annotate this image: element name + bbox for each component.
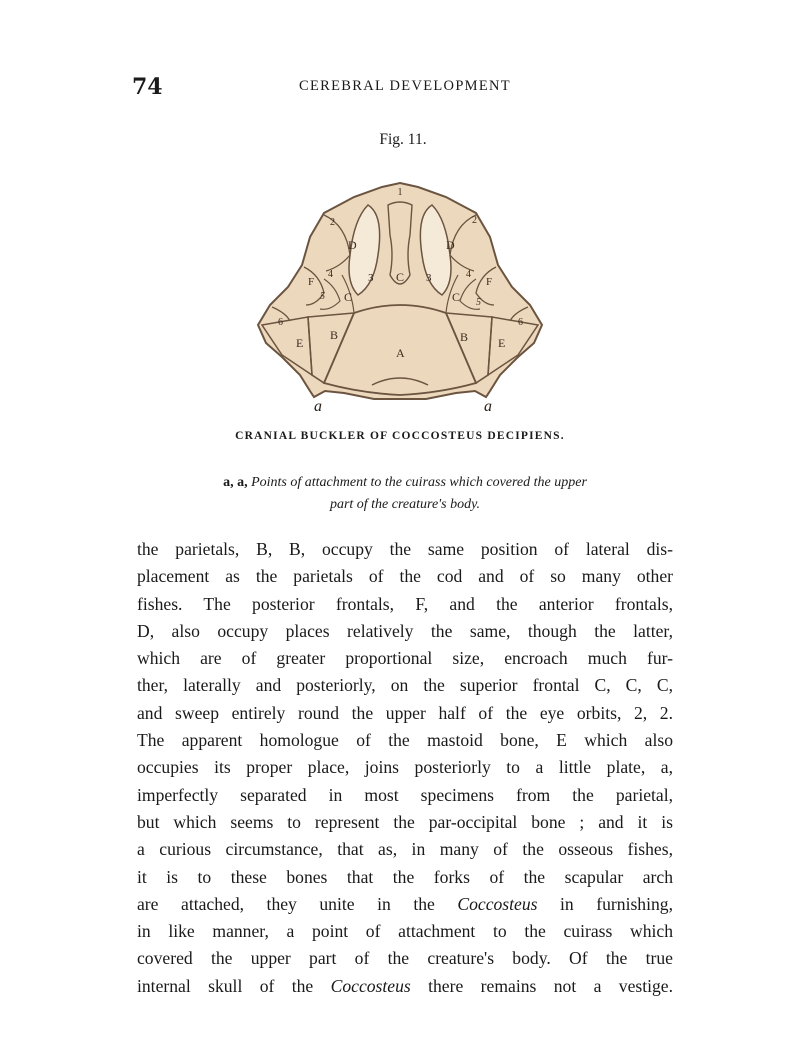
body-line: it is to these bones that the forks of the scapular arch (137, 866, 673, 887)
figure-note-text-1: Points of attachment to the cuirass which covered the upper (251, 475, 587, 490)
label-c-left: C (344, 290, 353, 304)
label-b-left: B (330, 328, 339, 342)
label-1: 1 (397, 187, 403, 198)
label-a-center: A (396, 346, 405, 360)
label-2-left: 2 (330, 217, 335, 228)
figure-note (170, 472, 640, 516)
label-2-right: 2 (472, 215, 477, 226)
label-b-right: B (460, 330, 469, 344)
body-line: occupies its proper place, joins posteriorly to a little plate, a, (137, 757, 673, 778)
attachment-point-left: a (314, 398, 322, 415)
label-3-right: 3 (426, 272, 432, 284)
body-line: the parietals, B, B, occupy the same position of lateral dis- (137, 539, 673, 559)
body-line: imperfectly separated in most specimens from the parietal, (137, 784, 673, 805)
label-c-center: C (396, 270, 405, 284)
label-5-right: 5 (476, 297, 481, 308)
body-line: which are of greater proportional size, encroach much fur- (137, 648, 673, 669)
label-6-left: 6 (278, 317, 283, 328)
figure-note-line-2: part of the creature's body. (329, 497, 481, 512)
label-4-left: 4 (328, 269, 333, 280)
figure-label: Fig. 11. (379, 131, 427, 148)
body-line: in like manner, a point of attachment to the cuirass which (137, 921, 673, 942)
body-paragraph (137, 536, 673, 1000)
body-line: placement as the parietals of the cod and of so many other (137, 566, 673, 587)
body-line: covered the upper part of the creature's body. Of the true (137, 948, 673, 969)
body-line: are attached, they unite in the Coccosteus in furnishing, (137, 893, 673, 914)
label-f-left: F (308, 276, 315, 288)
cranial-buckler-figure (250, 175, 550, 415)
body-line: and sweep entirely round the upper half of the eye orbits, 2, 2. (137, 702, 673, 723)
body-line: internal skull of the Coccosteus there remains not a vestige. (137, 975, 673, 996)
running-head: CEREBRAL DEVELOPMENT (299, 78, 511, 94)
label-e-right: E (498, 336, 506, 350)
label-6-right: 6 (518, 317, 523, 328)
body-line: The apparent homologue of the mastoid bone, E which also (137, 730, 673, 751)
figure-note-prefix: a, a, (223, 475, 248, 490)
figure-caption: CRANIAL BUCKLER OF COCCOSTEUS DECIPIENS. (235, 430, 565, 442)
attachment-point-right: a (484, 398, 492, 415)
body-line: fishes. The posterior frontals, F, and the anterior frontals, (137, 593, 673, 614)
label-3-left: 3 (368, 272, 374, 284)
body-line: D, also occupy places relatively the same, though the latter, (137, 620, 673, 641)
label-f-right: F (486, 276, 493, 288)
figure-note-line-1 (170, 472, 640, 494)
body-line: ther, laterally and posteriorly, on the superior frontal C, C, C, (137, 675, 673, 696)
cranial-buckler-drawing (250, 175, 550, 415)
label-c-right: C (452, 290, 461, 304)
label-d-left: D (348, 238, 357, 252)
label-e-left: E (296, 336, 304, 350)
label-4-right: 4 (466, 269, 471, 280)
label-d-right: D (446, 238, 455, 252)
body-line: but which seems to represent the par-occipital bone ; and it is (137, 811, 673, 832)
page-number: 74 (132, 74, 163, 100)
body-line: a curious circumstance, that as, in many of the osseous fishes, (137, 839, 673, 860)
label-5-left: 5 (320, 291, 325, 302)
